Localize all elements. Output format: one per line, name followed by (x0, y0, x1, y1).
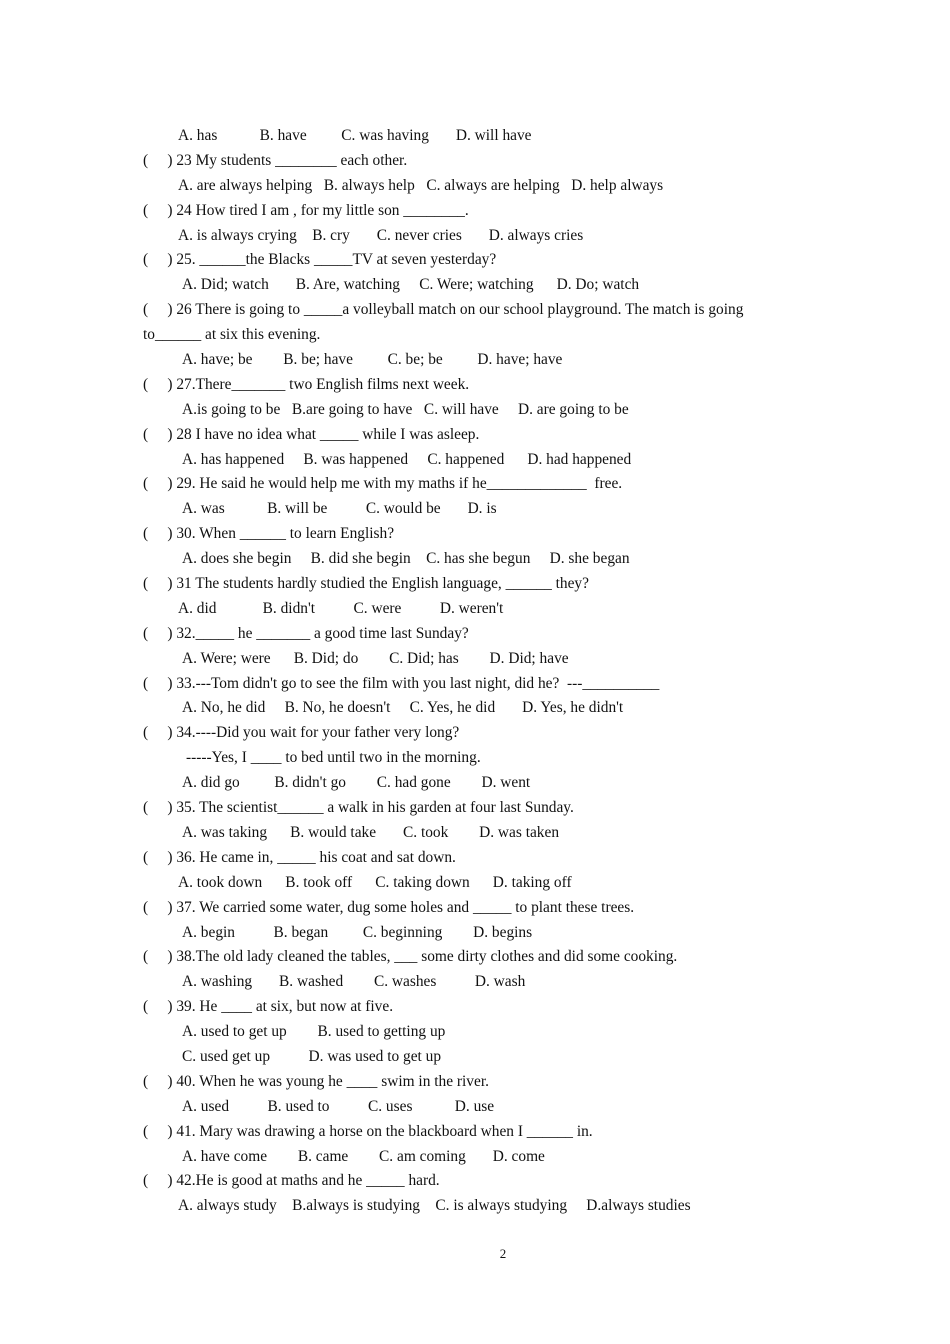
question-line: ( ) 26 There is going to _____a volleyball match on our school playground. The match is going (143, 301, 744, 319)
options-line: A. took down B. took off C. taking down D. taking off (178, 873, 572, 891)
question-line: ( ) 42.He is good at maths and he _____ hard. (143, 1172, 440, 1190)
question-line: ( ) 27.There_______ two English films next week. (143, 375, 470, 393)
question-line: ( ) 39. He ____ at six, but now at five. (143, 998, 394, 1016)
options-line: A. did go B. didn't go C. had gone D. went (182, 774, 531, 792)
options-line: A. did B. didn't C. were D. weren't (178, 599, 504, 617)
options-line: A. have come B. came C. am coming D. come (182, 1147, 545, 1165)
question-line: ( ) 23 My students ________ each other. (143, 151, 408, 169)
options-line: A. was taking B. would take C. took D. was taken (182, 823, 560, 841)
question-line: ( ) 35. The scientist______ a walk in his garden at four last Sunday. (143, 799, 574, 817)
question-line: ( ) 38.The old lady cleaned the tables, ___ some dirty clothes and did some cooking. (143, 948, 678, 966)
options-line: A. is always crying B. cry C. never cries D. always cries (178, 226, 584, 244)
options-line: A. begin B. began C. beginning D. begins (182, 923, 533, 941)
question-line: ( ) 29. He said he would help me with my maths if he_____________ free. (143, 475, 623, 493)
options-line: A. Did; watch B. Are, watching C. Were; watching D. Do; watch (182, 276, 640, 294)
options-line: A. does she begin B. did she begin C. has she begun D. she began (182, 550, 630, 568)
options-line: A. was B. will be C. would be D. is (182, 500, 497, 518)
question-line: ( ) 41. Mary was drawing a horse on the blackboard when I ______ in. (143, 1122, 593, 1140)
options-line: A. washing B. washed C. washes D. wash (182, 973, 526, 991)
options-line: A. always study B.always is studying C. is always studying D.always studies (178, 1197, 691, 1215)
question-line: ( ) 25. ______the Blacks _____TV at seven yesterday? (143, 251, 497, 269)
options-line: A. No, he did B. No, he doesn't C. Yes, he did D. Yes, he didn't (182, 699, 624, 717)
options-line: A. has happened B. was happened C. happened D. had happened (182, 450, 632, 468)
options-line: A. have; be B. be; have C. be; be D. have; have (182, 351, 563, 369)
question-line: ( ) 24 How tired I am , for my little son ________. (143, 201, 469, 219)
options-line: C. used get up D. was used to get up (182, 1047, 442, 1065)
question-line: ( ) 36. He came in, _____ his coat and sat down. (143, 848, 456, 866)
question-line: ( ) 32._____ he _______ a good time last Sunday? (143, 624, 469, 642)
question-line: ( ) 30. When ______ to learn English? (143, 525, 395, 543)
options-line: A. has B. have C. was having D. will have (178, 127, 532, 144)
options-line: A. used B. used to C. uses D. use (182, 1097, 495, 1115)
options-line: A.is going to be B.are going to have C. will have D. are going to be (182, 400, 629, 418)
page-number: 2 (499, 1246, 507, 1261)
answer-line: -----Yes, I ____ to bed until two in the morning. (186, 749, 481, 767)
question-line: ( ) 33.---Tom didn't go to see the film with you last night, did he? ---__________ (143, 674, 660, 692)
options-line: A. used to get up B. used to getting up (182, 1023, 446, 1041)
question-line: ( ) 31 The students hardly studied the English language, ______ they? (143, 575, 589, 593)
options-line: A. are always helping B. always help C. always are helping D. help always (178, 176, 664, 194)
question-line: ( ) 37. We carried some water, dug some holes and _____ to plant these trees. (143, 898, 635, 916)
question-line: ( ) 28 I have no idea what _____ while I was asleep. (143, 425, 480, 443)
options-line: A. Were; were B. Did; do C. Did; has D. Did; have (182, 649, 569, 667)
question-line: ( ) 40. When he was young he ____ swim in the river. (143, 1072, 489, 1090)
question-line: to______ at six this evening. (143, 326, 321, 344)
question-line: ( ) 34.----Did you wait for your father very long? (143, 724, 460, 742)
exercise-list (143, 124, 823, 1219)
